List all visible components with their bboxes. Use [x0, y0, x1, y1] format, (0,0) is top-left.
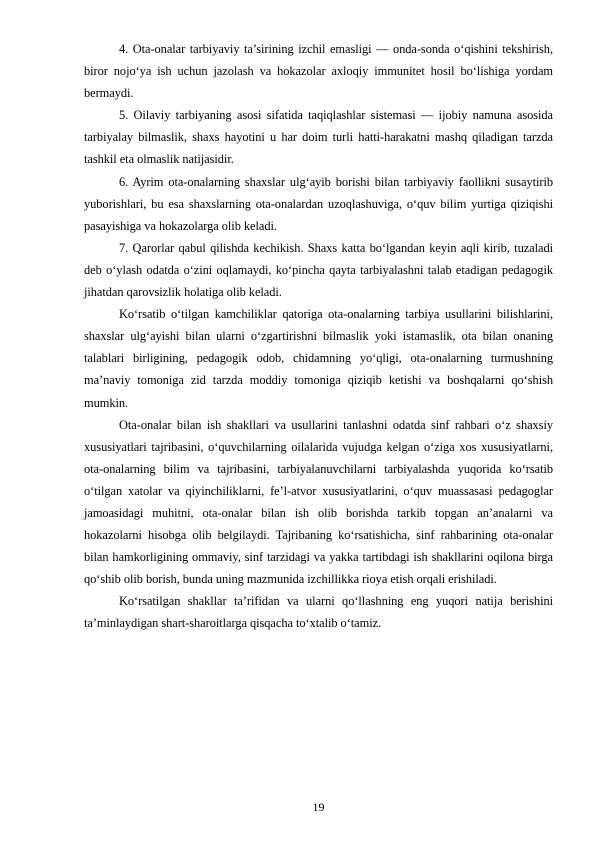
- paragraph-conclusion: Ko‘rsatilgan shakllar ta’rifidan va ularni qo‘llashning eng yuqori natija berishini ta’minlaydigan shart-sharoitlarga qisqacha to‘xtalib o‘tamiz.: [84, 594, 553, 631]
- paragraph-shortcomings: Ko‘rsatib o‘tilgan kamchiliklar qatoriga ota-onalarning tarbiya usullarini bilishlarini, shaxslar ulg‘ayishi bilan ularni o‘zgartirishni bilmaslik yoki istamaslik, ota bilan onaning talablari birligining, pedagogik odob, chidamning yo‘qligi, ota-onalarning turmushning ma’naviy tomoniga zid tarzda moddiy tomoniga qiziqib ketishi va boshqalarni qo‘shish mumkin.: [84, 307, 553, 410]
- paragraph-item-5: 5. Oilaviy tarbiyaning asosi sifatida taqiqlashlar sistemasi — ijobiy namuna asosida tarbiyalay bilmaslik, shaxs hayotini u har doim turli hatti-harakatni mashq qiladigan tarzda tashkil eta olmaslik natijasidir.: [84, 108, 553, 167]
- paragraph-work-forms: Ota-onalar bilan ish shakllari va usullarini tanlashni odatda sinf rahbari o‘z shaxsiy xususiyatlari tajribasini, o‘quvchilarning oilalarida vujudga kelgan o‘ziga xos xususiyatlarni, ota-onalarning bilim va tajribasini, tarbiyalanuvchilarni tarbiyalashda yuqorida ko‘rsatib o‘tilgan xatolar va qiyinchiliklarni, fe’l-atvor xususiyatlarini, o‘quv muassasasi pedagoglar jamoasidagi muhitni, ota-onalar bilan ish olib borishda tarkib topgan an’analarni va hokazolarni hisobga olib belgilaydi. Tajribaning ko‘rsatishicha, sinf rahbarining ota-onalar bilan hamkorligining ommaviy, sinf tarzidagi va yakka tartibdagi ish shakllarini oqilona birga qo‘shib olib borish, bunda uning mazmunida izchillikka rioya etish orqali erishiladi.: [84, 417, 553, 587]
- paragraph-item-4: 4. Ota-onalar tarbiyaviy ta’sirining izchil emasligi — onda-sonda o‘qishini tekshirish, biror nojo‘ya ish uchun jazolash va hokazolar axloqiy immunitet hosil bo‘lishiga yordam bermaydi.: [84, 42, 553, 101]
- paragraph-item-7: 7. Qarorlar qabul qilishda kechikish. Shaxs katta bo‘lgandan keyin aqli kirib, tuzaladi deb o‘ylash odatda o‘zini oqlamaydi, ko‘pincha qayta tarbiyalashni talab etadigan pedagogik jihatdan qarovsizlik holatiga olib keladi.: [84, 240, 553, 300]
- page-number: 19: [312, 800, 325, 814]
- paragraph-item-6: 6. Ayrim ota-onalarning shaxslar ulg‘ayib borishi bilan tarbiyaviy faollikni susaytirib yuborishlari, bu esa shaxslarning ota-onalardan uzoqlashuviga, o‘quv bilim yurtiga qiziqishi pasayishiga va hokazolarga olib keladi.: [84, 174, 553, 233]
- document-body: [84, 38, 553, 635]
